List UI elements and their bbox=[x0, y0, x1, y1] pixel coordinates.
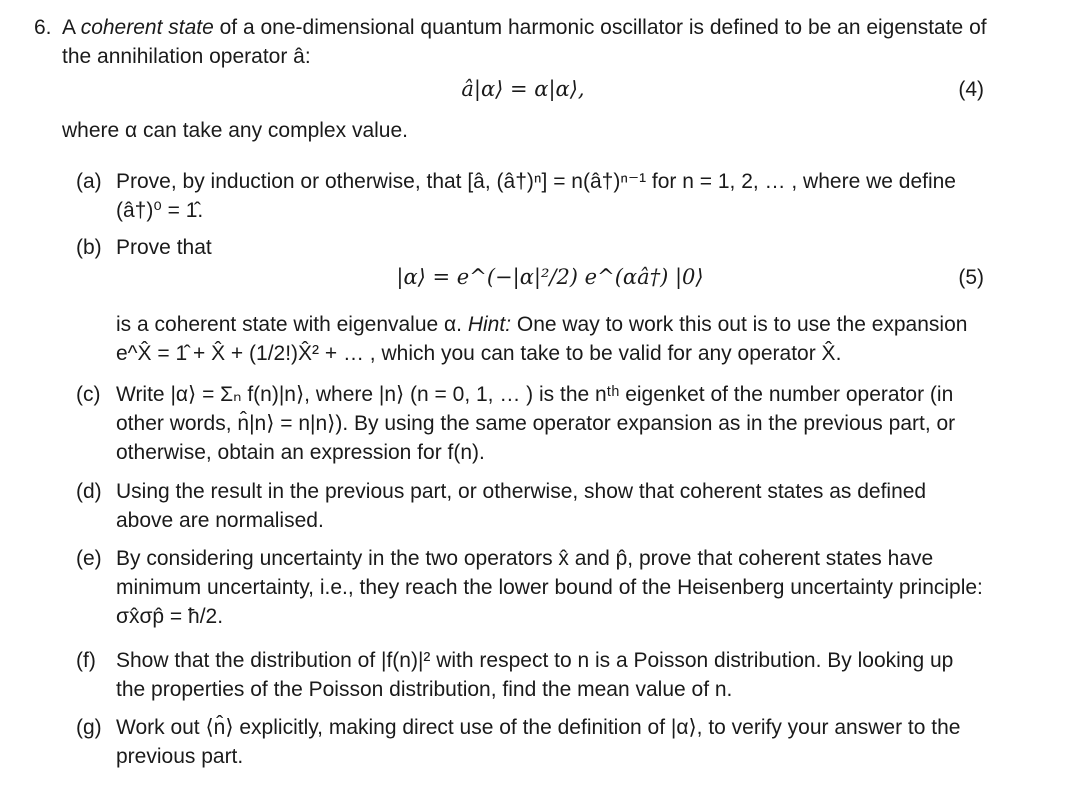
equation-5-number: (5) bbox=[958, 266, 984, 289]
part-e-label: (e) bbox=[76, 547, 102, 570]
equation-4-body: â|α⟩ = α|α⟩, bbox=[461, 77, 585, 101]
hint-label: Hint: bbox=[467, 313, 512, 336]
part-e-text: By considering uncertainty in the two operators x̂ and p̂, prove that coherent states have minimum uncertainty, i.e., they reach the lower bound of the Heisenberg uncertainty principle: σx̂σp̂ = ħ/2. bbox=[116, 547, 983, 628]
part-a-text: Prove, by induction or otherwise, that [â, (â†)ⁿ] = n(â†)ⁿ⁻¹ for n = 1, 2, … , where we define (â†)⁰ = 1̂. bbox=[116, 170, 956, 222]
equation-5-body: |α⟩ = e^(−|α|²/2) e^(αâ†) |0⟩ bbox=[396, 265, 704, 289]
equation-4 bbox=[62, 75, 984, 105]
part-f-label: (f) bbox=[76, 649, 96, 672]
part-b-label: (b) bbox=[76, 236, 102, 259]
intro-term: coherent state bbox=[80, 16, 214, 39]
part-d-label: (d) bbox=[76, 480, 102, 503]
part-c-label: (c) bbox=[76, 383, 101, 406]
part-g-label: (g) bbox=[76, 716, 102, 739]
equation-5 bbox=[116, 263, 984, 293]
part-b-continuation: is a coherent state with eigenvalue α. Hint: One way to work this out is to use the expansion e^X̂ = 1̂ + X̂ + (1/2!)X̂² + … , which you can take to be valid for any operator X̂. bbox=[116, 313, 968, 365]
part-c-text: Write |α⟩ = Σₙ f(n)|n⟩, where |n⟩ (n = 0, 1, … ) is the nᵗʰ eigenket of the number operator (in other words, n̂|n⟩ = n|n⟩). By using the same operator expansion as in the previous part, or otherwise, obtain an expression for f(n). bbox=[116, 383, 956, 464]
part-a-label: (a) bbox=[76, 170, 102, 193]
question-number: 6. bbox=[34, 16, 52, 39]
after-equation-text: where α can take any complex value. bbox=[62, 119, 408, 142]
question-intro: A coherent state of a one-dimensional quantum harmonic oscillator is defined to be an eigenstate of the annihilation operator â: bbox=[62, 16, 987, 68]
part-b-text: Prove that bbox=[116, 236, 212, 259]
part-g-text: Work out ⟨n̂⟩ explicitly, making direct use of the definition of |α⟩, to verify your answer to the previous part. bbox=[116, 716, 961, 768]
equation-4-number: (4) bbox=[958, 78, 984, 101]
part-d-text: Using the result in the previous part, or otherwise, show that coherent states as defined above are normalised. bbox=[116, 480, 927, 532]
part-f-text: Show that the distribution of |f(n)|² with respect to n is a Poisson distribution. By looking up the properties of the Poisson distribution, find the mean value of n. bbox=[116, 649, 954, 701]
